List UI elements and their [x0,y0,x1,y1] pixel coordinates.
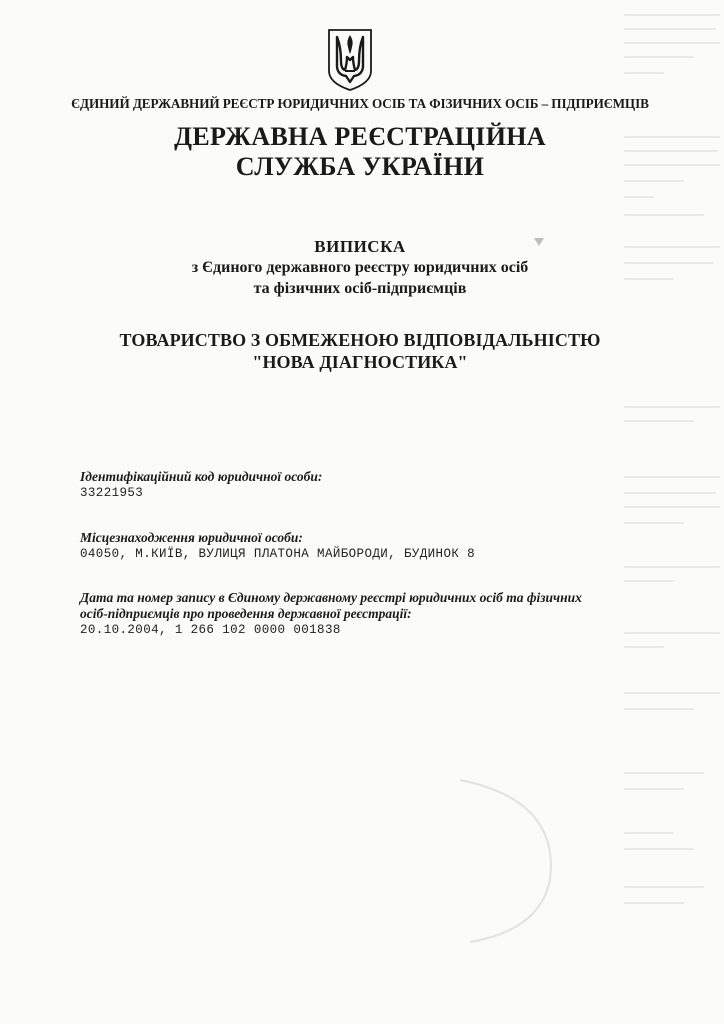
registry-name: ЄДИНИЙ ДЕРЖАВНИЙ РЕЄСТР ЮРИДИЧНИХ ОСІБ ТА ФІЗИЧНИХ ОСІБ – ПІДПРИЄМЦІВ [71,96,649,111]
company-name-line2: "НОВА ДІАГНОСТИКА" [252,352,468,372]
company-name-line1: ТОВАРИСТВО З ОБМЕЖЕНОЮ ВІДПОВІДАЛЬНІСТЮ [119,330,601,350]
registration-field [80,590,660,638]
location-value: 04050, М.КИЇВ, ВУЛИЦЯ ПЛАТОНА МАЙБОРОДИ, БУДИНОК 8 [80,547,476,561]
id-code-field [80,469,660,501]
service-title [60,122,660,182]
extract-title: ВИПИСКА [314,237,406,256]
id-code-value: 33221953 [80,486,144,500]
location-label: Місцезнаходження юридичної особи: [80,530,303,545]
registration-label-line2: осіб-підприємців про проведення державної реєстрації: [80,606,412,621]
location-field [80,530,660,562]
service-title-line1: ДЕРЖАВНА РЕЄСТРАЦІЙНА [174,122,546,151]
registration-value: 20.10.2004, 1 266 102 0000 001838 [80,623,341,637]
stamp-shadow [440,770,580,950]
ukraine-trident-icon [325,27,375,93]
extract-subtitle-line2: та фізичних осіб-підприємців [253,280,467,297]
service-title-line2: СЛУЖБА УКРАЇНИ [235,152,485,181]
extract-subtitle-line1: з Єдиного державного реєстру юридичних осіб [191,259,529,276]
extract-heading [60,236,660,299]
registration-label-line1: Дата та номер запису в Єдиному державному реєстрі юридичних осіб та фізичних [80,590,582,605]
id-code-label: Ідентифікаційний код юридичної особи: [80,469,323,484]
company-name [40,329,680,373]
